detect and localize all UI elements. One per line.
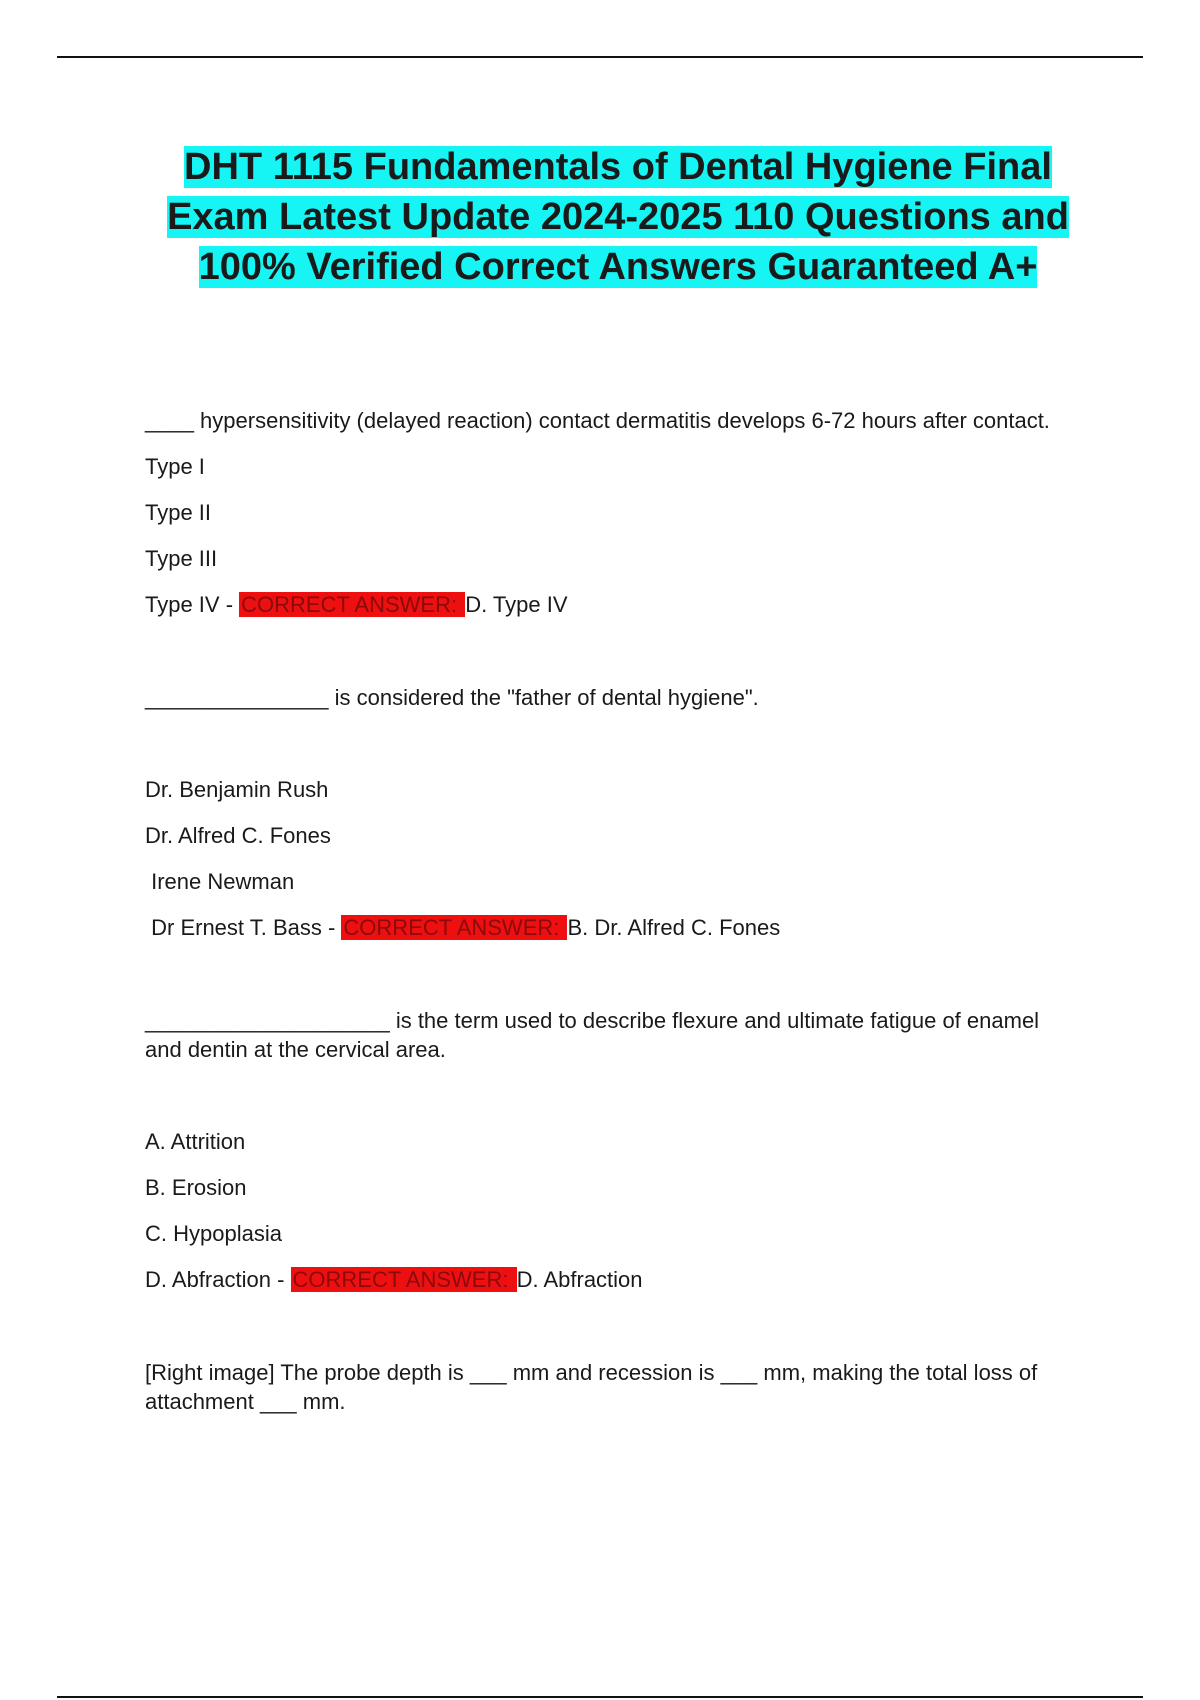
- question-4: [145, 1358, 1065, 1416]
- question-prompt: ____ hypersensitivity (delayed reaction) contact dermatitis develops 6-72 hours after contact.: [145, 408, 1050, 433]
- option: Dr Ernest T. Bass -: [145, 915, 342, 940]
- answer-line: [145, 1265, 1065, 1294]
- correct-answer-label: CORRECT ANSWER:: [292, 1267, 515, 1292]
- correct-answer-label: CORRECT ANSWER:: [343, 915, 566, 940]
- option: C. Hypoplasia: [145, 1221, 282, 1246]
- correct-answer-label: CORRECT ANSWER:: [241, 592, 464, 617]
- document-title: [150, 142, 1086, 292]
- top-rule: [57, 56, 1143, 58]
- question-3: [145, 1006, 1065, 1294]
- answer-text: D. Type IV: [465, 592, 568, 617]
- answer-text: D. Abfraction: [516, 1267, 643, 1292]
- option: Type II: [145, 500, 212, 525]
- question-list: [145, 406, 1065, 1416]
- bottom-rule: [57, 1696, 1143, 1698]
- option: Type I: [145, 454, 205, 479]
- option: Type III: [145, 546, 218, 571]
- question-prompt: ____________________ is the term used to describe flexure and ultimate fatigue of enamel and dentin at the cervical area.: [145, 1008, 1040, 1062]
- question-prompt: [Right image] The probe depth is ___ mm and recession is ___ mm, making the total loss of attachment ___ mm.: [145, 1360, 1038, 1414]
- question-prompt: _______________ is considered the "father of dental hygiene".: [145, 685, 759, 710]
- option: B. Erosion: [145, 1175, 247, 1200]
- option: Dr. Benjamin Rush: [145, 777, 329, 802]
- title-highlight: DHT 1115 Fundamentals of Dental Hygiene Final Exam Latest Update 2024-2025 110 Questions and 100% Verified Correct Answers Guaranteed A+: [167, 146, 1069, 288]
- answer-line: [145, 590, 1065, 619]
- option: Type IV -: [145, 592, 240, 617]
- question-1: [145, 406, 1065, 619]
- question-2: [145, 683, 1065, 942]
- option: A. Attrition: [145, 1129, 246, 1154]
- answer-text: B. Dr. Alfred C. Fones: [567, 915, 781, 940]
- option: D. Abfraction -: [145, 1267, 291, 1292]
- answer-line: [145, 913, 1065, 942]
- option: Irene Newman: [145, 869, 295, 894]
- option: Dr. Alfred C. Fones: [145, 823, 331, 848]
